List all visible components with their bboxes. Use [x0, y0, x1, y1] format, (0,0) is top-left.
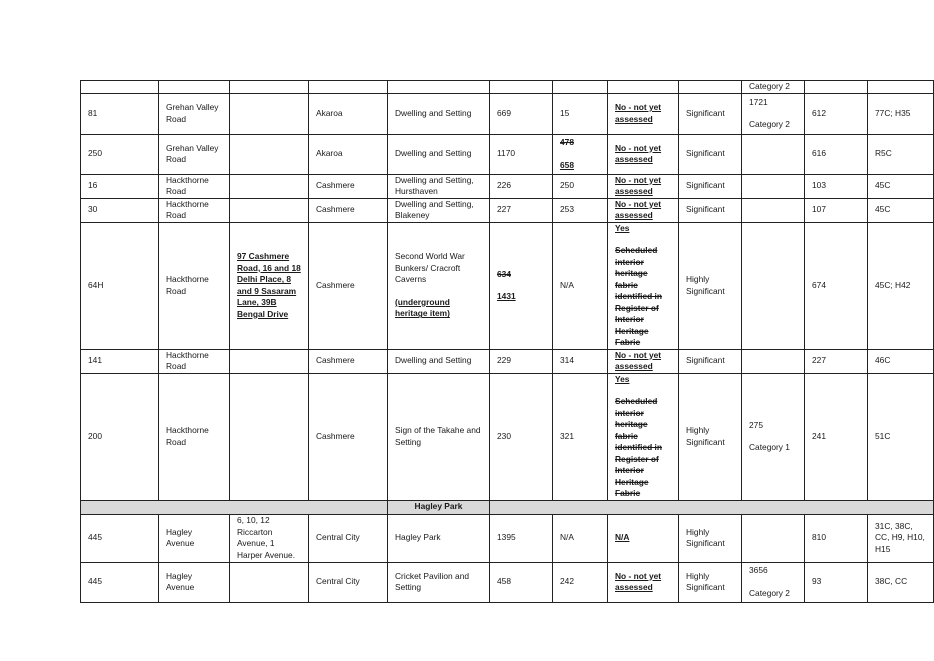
- table-row: [81, 93, 934, 134]
- additional-address: 6, 10, 12 Riccarton Avenue, 1 Harper Avenue.: [230, 514, 309, 562]
- planning-map: 93: [805, 562, 868, 602]
- planning-map: 107: [805, 198, 868, 222]
- aerial-map: 31C, 38C, CC, H9, H10, H15: [868, 514, 934, 562]
- street-name: Hackthorne Road: [159, 373, 230, 500]
- significance: Significant: [679, 93, 742, 134]
- street-number: 81: [81, 93, 159, 134]
- table-row: [81, 349, 934, 373]
- table-row: [81, 198, 934, 222]
- street-name: Hackthorne Road: [159, 349, 230, 373]
- category-cell: [742, 514, 805, 562]
- significance: Significant: [679, 198, 742, 222]
- description: Dwelling and Setting: [388, 349, 490, 373]
- street-number: 250: [81, 134, 159, 174]
- significance: Significant: [679, 174, 742, 198]
- significance: Significant: [679, 349, 742, 373]
- street-number: 445: [81, 514, 159, 562]
- description: Dwelling and Setting, Hursthaven: [388, 174, 490, 198]
- category-cell: [742, 174, 805, 198]
- interior-status: No - not yet assessed: [608, 198, 679, 222]
- additional-address: 97 Cashmere Road, 16 and 18 Delhi Place, 8 and 9 Sasaram Lane, 39B Bengal Drive: [230, 222, 309, 349]
- heritage-assessment-number: N/A: [553, 222, 608, 349]
- interior-status: Yes Scheduled interior heritage fabric identified in Register of Interior Heritage Fabric: [608, 222, 679, 349]
- interior-status: No - not yet assessed: [608, 174, 679, 198]
- aerial-map: 51C: [868, 373, 934, 500]
- suburb: Cashmere: [309, 198, 388, 222]
- suburb: Central City: [309, 562, 388, 602]
- description: Cricket Pavilion and Setting: [388, 562, 490, 602]
- significance: Highly Significant: [679, 373, 742, 500]
- heritage-assessment-number: N/A: [553, 514, 608, 562]
- street-name: Hackthorne Road: [159, 222, 230, 349]
- aerial-map: 46C: [868, 349, 934, 373]
- description: Hagley Park: [388, 514, 490, 562]
- table-row: [81, 134, 934, 174]
- additional-address: [230, 134, 309, 174]
- heritage-item-number: 229: [490, 349, 553, 373]
- description: Dwelling and Setting: [388, 93, 490, 134]
- suburb: Akaroa: [309, 134, 388, 174]
- significance: Highly Significant: [679, 562, 742, 602]
- heritage-item-number: 458: [490, 562, 553, 602]
- street-number: 16: [81, 174, 159, 198]
- street-number: 200: [81, 373, 159, 500]
- description: Dwelling and Setting, Blakeney: [388, 198, 490, 222]
- category-cell: [742, 198, 805, 222]
- suburb: Cashmere: [309, 349, 388, 373]
- additional-address: [230, 198, 309, 222]
- heritage-assessment-number: 242: [553, 562, 608, 602]
- additional-address: [230, 562, 309, 602]
- additional-address: [230, 93, 309, 134]
- description: Dwelling and Setting: [388, 134, 490, 174]
- interior-status: Yes Scheduled interior heritage fabric identified in Register of Interior Heritage Fabric: [608, 373, 679, 500]
- table-row: [81, 373, 934, 500]
- heritage-item-number: 634 1431: [490, 222, 553, 349]
- heritage-assessment-number: 321: [553, 373, 608, 500]
- significance: Highly Significant: [679, 222, 742, 349]
- aerial-map: R5C: [868, 134, 934, 174]
- additional-address: [230, 373, 309, 500]
- planning-map: 227: [805, 349, 868, 373]
- category-cell: 1721 Category 2: [742, 93, 805, 134]
- interior-status: No - not yet assessed: [608, 134, 679, 174]
- street-name: Grehan Valley Road: [159, 134, 230, 174]
- heritage-assessment-number: 478 658: [553, 134, 608, 174]
- heritage-assessment-number: 253: [553, 198, 608, 222]
- suburb: Cashmere: [309, 222, 388, 349]
- heritage-item-number: 226: [490, 174, 553, 198]
- category-cell: Category 2: [742, 81, 805, 94]
- significance: Significant: [679, 134, 742, 174]
- table-row: [81, 222, 934, 349]
- interior-status: N/A: [608, 514, 679, 562]
- category-cell: 3656 Category 2: [742, 562, 805, 602]
- suburb: Akaroa: [309, 93, 388, 134]
- street-number: 30: [81, 198, 159, 222]
- aerial-map: 45C: [868, 198, 934, 222]
- suburb: Cashmere: [309, 373, 388, 500]
- heritage-item-number: 227: [490, 198, 553, 222]
- interior-status: No - not yet assessed: [608, 349, 679, 373]
- additional-address: [230, 174, 309, 198]
- table-row: [81, 81, 934, 94]
- street-name: Hagley Avenue: [159, 562, 230, 602]
- heritage-assessment-number: 15: [553, 93, 608, 134]
- street-name: Grehan Valley Road: [159, 93, 230, 134]
- street-number: 141: [81, 349, 159, 373]
- table-row: [81, 174, 934, 198]
- suburb: Cashmere: [309, 174, 388, 198]
- heritage-item-number: 669: [490, 93, 553, 134]
- planning-map: 241: [805, 373, 868, 500]
- aerial-map: 77C; H35: [868, 93, 934, 134]
- category-cell: [742, 222, 805, 349]
- category-cell: [742, 134, 805, 174]
- planning-map: 674: [805, 222, 868, 349]
- suburb: Central City: [309, 514, 388, 562]
- section-title: Hagley Park: [388, 500, 490, 514]
- heritage-assessment-number: 314: [553, 349, 608, 373]
- street-name: Hagley Avenue: [159, 514, 230, 562]
- street-number: 64H: [81, 222, 159, 349]
- interior-status: No - not yet assessed: [608, 93, 679, 134]
- planning-map: 612: [805, 93, 868, 134]
- description: Second World War Bunkers/ Cracroft Caverns (underground heritage item): [388, 222, 490, 349]
- table-row: [81, 514, 934, 562]
- description: Sign of the Takahe and Setting: [388, 373, 490, 500]
- heritage-item-number: 230: [490, 373, 553, 500]
- aerial-map: 45C: [868, 174, 934, 198]
- significance: Highly Significant: [679, 514, 742, 562]
- table-row: [81, 562, 934, 602]
- heritage-item-number: 1170: [490, 134, 553, 174]
- heritage-item-number: 1395: [490, 514, 553, 562]
- category-cell: [742, 349, 805, 373]
- aerial-map: 45C; H42: [868, 222, 934, 349]
- planning-map: 103: [805, 174, 868, 198]
- category-cell: 275 Category 1: [742, 373, 805, 500]
- heritage-assessment-number: 250: [553, 174, 608, 198]
- planning-map: 616: [805, 134, 868, 174]
- planning-map: 810: [805, 514, 868, 562]
- heritage-schedule-table: [80, 80, 934, 603]
- section-heading-row: [81, 500, 934, 514]
- aerial-map: 38C, CC: [868, 562, 934, 602]
- street-name: Hackthorne Road: [159, 174, 230, 198]
- additional-address: [230, 349, 309, 373]
- street-number: 445: [81, 562, 159, 602]
- street-name: Hackthorne Road: [159, 198, 230, 222]
- interior-status: No - not yet assessed: [608, 562, 679, 602]
